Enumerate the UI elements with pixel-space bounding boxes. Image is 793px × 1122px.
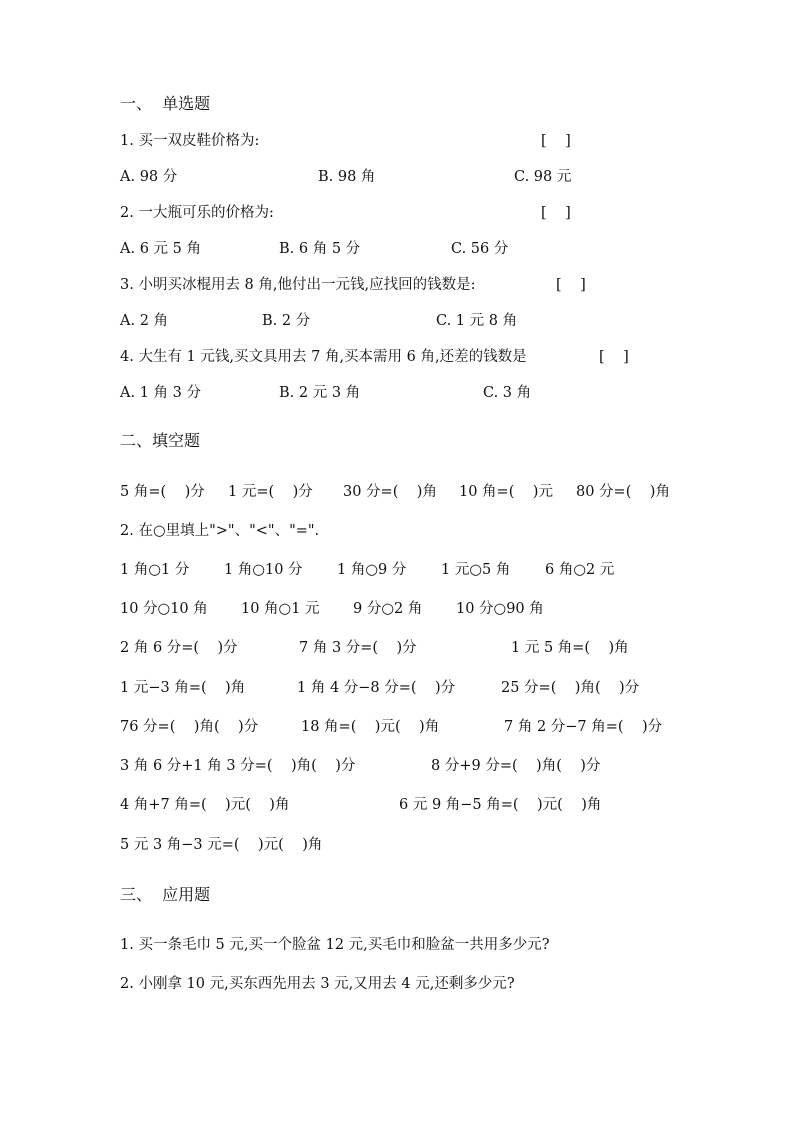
- q1-option-c: C. 98 元: [514, 169, 572, 185]
- question-3-stem: 3. 小明买冰棍用去 8 角,他付出一元钱,应找回的钱数是:: [120, 277, 476, 293]
- word-problem-2: 2. 小刚拿 10 元,买东西先用去 3 元,又用去 4 元,还剩多少元?: [120, 976, 515, 992]
- q1-option-a: A. 98 分: [120, 169, 178, 185]
- q3-option-a: A. 2 角: [120, 313, 169, 329]
- q4-option-a: A. 1 角 3 分: [120, 385, 201, 401]
- q4-option-c: C. 3 角: [483, 385, 532, 401]
- compare-item: 10 分○10 角: [120, 601, 208, 617]
- compare-item: 1 角○9 分: [337, 562, 407, 578]
- question-4-stem: 4. 大生有 1 元钱,买文具用去 7 角,买本需用 6 角,还差的钱数是: [120, 349, 527, 365]
- q3-option-c: C. 1 元 8 角: [436, 313, 518, 329]
- answer-bracket-2: [ ]: [541, 205, 571, 221]
- fill-item: 1 角 4 分−8 分=( )分: [297, 680, 456, 696]
- section-2-title: 二、填空题: [120, 431, 201, 450]
- question-1-stem: 1. 买一双皮鞋价格为:: [120, 133, 260, 149]
- fill-item: 2 角 6 分=( )分: [120, 640, 238, 656]
- fill-item: 30 分=( )角: [343, 484, 437, 500]
- q2-option-a: A. 6 元 5 角: [120, 241, 201, 257]
- compare-item: 6 角○2 元: [545, 562, 615, 578]
- answer-bracket-1: [ ]: [541, 133, 571, 149]
- compare-item: 10 角○1 元: [241, 601, 320, 617]
- fill-item: 10 角=( )元: [459, 484, 553, 500]
- word-problem-1: 1. 买一条毛巾 5 元,买一个脸盆 12 元,买毛巾和脸盆一共用多少元?: [120, 937, 550, 953]
- fill-item: 8 分+9 分=( )角( )分: [431, 758, 601, 774]
- compare-item: 9 分○2 角: [353, 601, 423, 617]
- compare-item: 1 角○10 分: [224, 562, 303, 578]
- compare-item: 1 角○1 分: [120, 562, 190, 578]
- q2-option-c: C. 56 分: [451, 241, 509, 257]
- section-1-title: 一、 单选题: [120, 94, 211, 113]
- answer-bracket-4: [ ]: [599, 349, 629, 365]
- compare-instruction: 2. 在○里填上">"、"<"、"=".: [120, 523, 320, 539]
- fill-item: 4 角+7 角=( )元( )角: [120, 797, 290, 813]
- fill-item: 5 角=( )分: [120, 484, 205, 500]
- fill-item: 76 分=( )角( )分: [120, 719, 259, 735]
- question-2-stem: 2. 一大瓶可乐的价格为:: [120, 205, 274, 221]
- fill-item: 25 分=( )角( )分: [501, 680, 640, 696]
- fill-item: 1 元=( )分: [228, 484, 313, 500]
- q4-option-b: B. 2 元 3 角: [279, 385, 361, 401]
- section-3-title: 三、 应用题: [120, 885, 211, 904]
- q3-option-b: B. 2 分: [262, 313, 311, 329]
- compare-item: 1 元○5 角: [441, 562, 511, 578]
- fill-item: 5 元 3 角−3 元=( )元( )角: [120, 837, 323, 853]
- compare-item: 10 分○90 角: [456, 601, 544, 617]
- fill-item: 6 元 9 角−5 角=( )元( )角: [399, 797, 602, 813]
- fill-item: 80 分=( )角: [576, 484, 670, 500]
- q1-option-b: B. 98 角: [318, 169, 376, 185]
- answer-bracket-3: [ ]: [556, 277, 586, 293]
- fill-item: 1 元 5 角=( )角: [511, 640, 629, 656]
- fill-item: 18 角=( )元( )角: [301, 719, 440, 735]
- fill-item: 1 元−3 角=( )角: [120, 680, 246, 696]
- q2-option-b: B. 6 角 5 分: [279, 241, 361, 257]
- fill-item: 7 角 2 分−7 角=( )分: [504, 719, 663, 735]
- fill-item: 7 角 3 分=( )分: [299, 640, 417, 656]
- fill-item: 3 角 6 分+1 角 3 分=( )角( )分: [120, 758, 356, 774]
